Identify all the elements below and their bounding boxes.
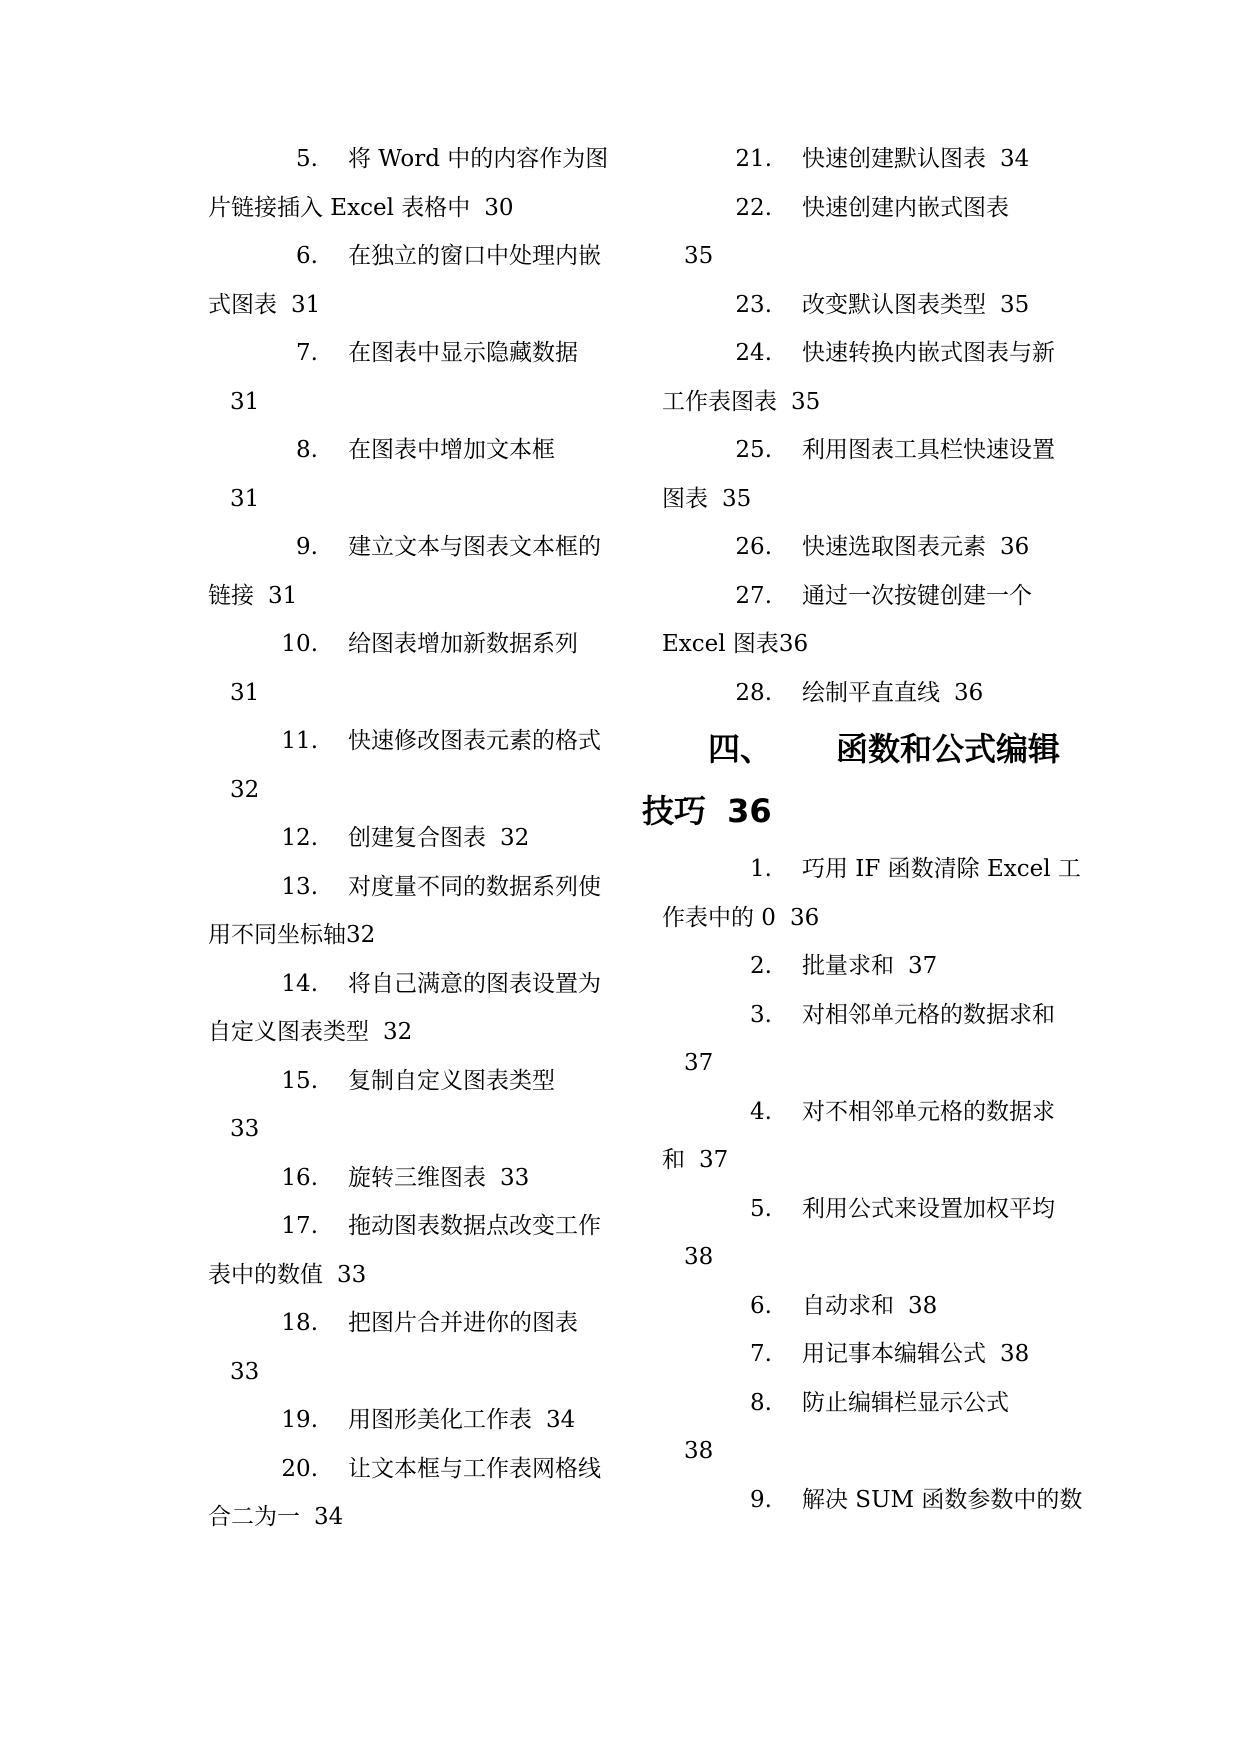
toc-entry-title: 图表 [662,485,708,512]
toc-entry-page-number: 35 [1000,291,1030,318]
toc-right-column-part-b [662,856,1083,1537]
toc-entry-title: 利用公式来设置加权平均 [802,1195,1055,1222]
toc-entry-title: 快速创建默认图表 [802,146,986,172]
toc-entry-page-number: 34 [1000,146,1030,172]
toc-entry-title: 防止编辑栏显示公式 [802,1389,1009,1416]
toc-entry [662,955,1050,1004]
toc-entry [208,728,601,779]
section-heading [662,730,1061,794]
toc-entry-page-number: 31 [291,291,321,318]
toc-entry-number: 3. [750,1001,772,1028]
toc-entry-number: 11. [281,728,318,754]
toc-entry-title: 自动求和 [802,1292,894,1319]
toc-entry [662,679,1050,731]
toc-entry-title: 在图表中增加文本框 [348,437,555,463]
toc-entry-page-number: 38 [1000,1341,1030,1367]
toc-entry-title: 建立文本与图表文本框的 [348,534,601,560]
toc-entry-number: 6. [750,1292,772,1319]
toc-entry-page-number: 31 [230,679,260,706]
toc-entry [662,582,1050,634]
toc-entry-number: 7. [750,1341,772,1367]
toc-entry-title: 创建复合图表 [348,825,486,851]
toc-entry [208,342,596,391]
section-marker: 四、 [708,730,773,768]
toc-entry-continued [662,485,1050,537]
toc-entry-page-number: 32 [230,776,260,803]
toc-entry [208,1164,596,1216]
toc-entry [208,243,601,294]
toc-entry-number: 21. [735,146,772,172]
toc-entry [208,534,601,585]
toc-entry-title: 巧用 IF 函数清除 Excel 工 [802,856,1081,882]
toc-entry-title: 让文本框与工作表网格线 [348,1455,601,1482]
toc-entry-continued [662,1440,1050,1489]
toc-entry [662,1195,1055,1247]
toc-entry-number: 9. [750,1486,772,1513]
toc-entry-continued [208,1021,596,1070]
toc-entry-page-number: 35 [722,485,752,512]
toc-entry-number: 9. [296,534,318,560]
toc-entry-number: 8. [296,437,318,463]
toc-entry-page-number: 35 [684,243,714,269]
toc-entry-title: 把图片合并进你的图表 [348,1310,578,1336]
toc-entry-title: 解决 SUM 函数参数中的数 [802,1486,1083,1513]
toc-entry-title: 快速转换内嵌式图表与新 [802,340,1055,366]
toc-entry-number: 20. [281,1455,318,1482]
toc-entry-page-number: 30 [484,194,514,221]
toc-entry [208,1213,601,1264]
toc-entry-title: 快速修改图表元素的格式 [348,728,601,754]
toc-entry-page-number: 38 [684,1438,714,1464]
toc-entry-page-number: 37 [699,1147,729,1173]
toc-entry-page-number: 33 [230,1116,260,1142]
toc-entry-number: 19. [281,1407,318,1433]
section-heading-continued [642,794,1050,858]
toc-entry-title: 作表中的 0 [662,904,776,931]
toc-entry-number: 24. [735,340,772,366]
toc-entry [662,1343,1050,1392]
toc-entry-continued [208,1358,596,1410]
toc-entry-continued [662,1149,1050,1198]
toc-entry-page-number: 32 [383,1019,413,1045]
toc-entry-number: 13. [281,873,318,900]
toc-entry-title: 对相邻单元格的数据求和 [802,1001,1055,1028]
toc-entry-continued [662,1246,1050,1295]
toc-entry [208,1455,601,1507]
toc-entry-page-number: 31 [268,582,298,609]
toc-entry [208,633,596,682]
toc-entry-title: 复制自定义图表类型 [348,1067,555,1094]
toc-entry-continued [208,679,596,731]
toc-entry-title: 拖动图表数据点改变工作 [348,1213,601,1239]
toc-entry-page-number: 36 [789,904,820,931]
toc-entry-continued [662,1052,1050,1101]
toc-entry [208,970,601,1022]
toc-entry-page-number: 32 [500,825,530,851]
toc-entry [662,1389,1050,1441]
toc-entry-number: 18. [281,1310,318,1336]
toc-entry-title: 用图形美化工作表 [348,1407,532,1433]
toc-left-column [208,146,609,1555]
toc-entry-number: 14. [281,970,318,997]
toc-entry [662,856,1081,907]
toc-entry-title: 在图表中显示隐藏数据 [348,340,578,366]
toc-entry [662,291,1050,343]
toc-entry-page-number: 36 [1000,534,1030,560]
toc-entry-page-number: 31 [230,388,260,415]
toc-entry-page-number: 33 [500,1164,530,1191]
toc-entry-continued [208,485,596,537]
toc-entry-page-number: 37 [684,1050,714,1076]
toc-entry-number: 8. [750,1389,772,1416]
toc-entry-number: 22. [735,194,772,221]
toc-entry-page-number: 31 [230,485,260,512]
toc-entry-number: 17. [281,1213,318,1239]
toc-entry [208,827,596,876]
toc-entry-title: 旋转三维图表 [348,1164,486,1191]
toc-entry-title: 式图表 [208,291,277,318]
toc-entry [662,1486,1083,1538]
toc-entry [662,437,1055,488]
section-title-continued: 技巧 [642,792,707,830]
toc-entry-title: 将自己满意的图表设置为 [348,970,601,997]
toc-entry-title: 利用图表工具栏快速设置 [802,437,1055,463]
section-page-number: 36 [727,792,772,830]
toc-entry-number: 27. [735,582,772,609]
toc-entry-page-number: 33 [337,1261,367,1288]
toc-entry [208,1067,596,1119]
toc-entry-continued [208,582,596,634]
toc-entry-continued [208,776,596,828]
toc-entry-number: 12. [281,825,318,851]
toc-entry-number: 15. [281,1067,318,1094]
toc-entry-title: 绘制平直直线 [802,679,940,706]
toc-entry-number: 5. [750,1195,772,1222]
toc-entry [662,536,1050,585]
toc-entry-page-number: 35 [791,388,821,415]
toc-entry [662,1001,1055,1053]
toc-right-column [642,146,1083,1537]
toc-entry-title: 快速创建内嵌式图表 [802,194,1009,221]
toc-entry-continued [208,388,596,440]
toc-entry-continued [208,1261,596,1313]
toc-entry-title: 给图表增加新数据系列 [348,631,578,657]
toc-entry [662,1292,1050,1344]
toc-entry-number: 10. [281,631,318,657]
toc-entry [662,148,1050,197]
toc-entry [208,1409,596,1458]
toc-entry-title: 在独立的窗口中处理内嵌 [348,243,601,269]
toc-entry [662,340,1055,391]
toc-entry-title: Excel 图表36 [662,631,809,657]
toc-entry-continued [662,904,1050,956]
toc-entry-continued [208,924,596,973]
toc-entry-number: 1. [750,856,772,882]
toc-entry-continued [662,633,1050,682]
toc-entry-title: 改变默认图表类型 [802,291,986,318]
toc-entry [208,146,609,197]
toc-entry-continued [208,1118,596,1167]
toc-entry-title: 通过一次按键创建一个 [802,582,1032,609]
toc-entry-title: 工作表图表 [662,388,777,415]
toc-entry-title: 片链接插入 Excel 表格中 [208,194,471,221]
toc-entry-title: 用不同坐标轴32 [208,922,376,948]
toc-entry [662,1098,1055,1150]
toc-entry-continued [208,291,596,343]
toc-entry-title: 将 Word 中的内容作为图 [348,146,609,172]
toc-entry-number: 16. [281,1164,318,1191]
toc-entry-continued [662,245,1050,294]
toc-entry-page-number: 38 [908,1292,938,1319]
toc-entry-title: 和 [662,1147,685,1173]
section-title: 函数和公式编辑 [836,730,1061,768]
toc-entry [208,1312,596,1361]
toc-entry-page-number: 33 [230,1358,260,1385]
toc-entry-number: 7. [296,340,318,366]
toc-entry-title: 对度量不同的数据系列使 [348,873,601,900]
toc-entry [208,873,601,925]
toc-entry-title: 表中的数值 [208,1261,323,1288]
toc-entry-number: 25. [735,437,772,463]
toc-entry-number: 5. [296,146,318,172]
toc-entry-page-number: 36 [954,679,984,706]
toc-entry [662,194,1050,246]
toc-entry-page-number: 38 [684,1244,714,1270]
toc-entry-number: 26. [735,534,772,560]
toc-entry-title: 对不相邻单元格的数据求 [802,1098,1055,1125]
toc-entry-title: 合二为一 [208,1504,300,1530]
toc-entry-number: 28. [735,679,772,706]
toc-entry-continued [208,1506,596,1555]
toc-entry-title: 自定义图表类型 [208,1019,369,1045]
toc-entry-title: 快速选取图表元素 [802,534,986,560]
toc-entry-number: 6. [296,243,318,269]
toc-entry-page-number: 37 [908,953,938,979]
toc-entry-number: 4. [750,1098,772,1125]
toc-entry-page-number: 34 [314,1504,344,1530]
toc-entry [208,439,596,488]
toc-entry-title: 用记事本编辑公式 [802,1341,986,1367]
toc-right-column-part-a [662,146,1055,730]
toc-entry-continued [208,194,596,246]
toc-entry-title: 链接 [208,582,254,609]
toc-entry-number: 23. [735,291,772,318]
toc-entry-number: 2. [750,953,772,979]
toc-entry-continued [662,388,1050,440]
toc-entry-page-number: 34 [546,1407,576,1433]
toc-entry-title: 批量求和 [802,953,894,979]
